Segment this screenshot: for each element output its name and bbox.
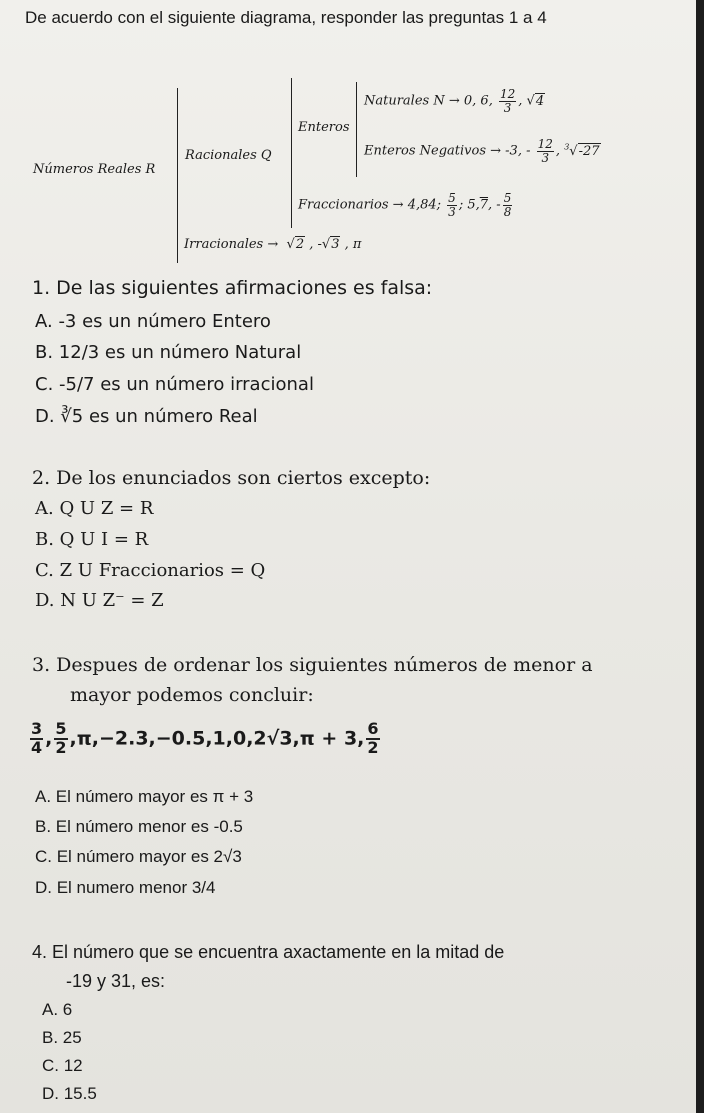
q3-option-b[interactable]: B. El número menor es -0.5 <box>35 817 243 836</box>
row-negativos: Enteros Negativos → -3, - $\frac{12}{3}$ , $^3$√-27 <box>364 137 600 165</box>
q1-option-d[interactable]: D. ∛5 es un número Real <box>35 406 258 427</box>
q2-option-b[interactable]: B. Q U I = R <box>35 529 149 550</box>
seq-middle-values: ,π,−2.3,−0.5,1,0,2√3,π + 3, <box>69 727 365 750</box>
cbrt-minus-27: -27 <box>578 143 600 159</box>
q3-option-a[interactable]: A. El número mayor es π + 3 <box>35 787 254 806</box>
q3-number-sequence: $\frac{3}{4}$ , $\frac{5}{2}$ ,π,−2.3,−0.5,1,0,2√3,π + 3, $\frac{6}{2}$ <box>31 719 379 757</box>
label-racionales: Racionales Q <box>185 148 272 163</box>
q3-title-line1: 3. Despues de ordenar los siguientes números de menor a <box>32 654 593 676</box>
label-reales: Números Reales R <box>33 162 156 177</box>
fraccionarios-examples: → 4,84; <box>392 197 442 213</box>
q4-option-a[interactable]: A. 6 <box>42 1000 73 1019</box>
row-naturales: Naturales N → 0, 6, $\frac{12}{3}$ , √4 <box>364 87 545 115</box>
fraction-5-3: $\frac{5}{3}$ <box>448 191 456 219</box>
q3-option-d[interactable]: D. El numero menor 3/4 <box>35 878 216 897</box>
seq-fraction-5-2: $\frac{5}{2}$ <box>55 719 67 757</box>
q2-option-c[interactable]: C. Z U Fraccionarios = Q <box>35 560 266 581</box>
bracket-enteros <box>356 82 357 177</box>
q4-title-line2: -19 y 31, es: <box>66 971 166 991</box>
naturales-examples: → 0, 6, <box>448 93 493 109</box>
row-fraccionarios: Fraccionarios → 4,84; $\frac{5}{3}$ ; 5,7, - $\frac{5}{8}$ <box>298 191 512 219</box>
q2-title: 2. De los enunciados son ciertos excepto: <box>32 467 431 489</box>
label-fraccionarios: Fraccionarios <box>298 197 389 213</box>
q2-option-a[interactable]: A. Q U Z = R <box>35 498 154 519</box>
seq-fraction-6-2: $\frac{6}{2}$ <box>367 719 379 757</box>
label-irracionales: Irracionales <box>184 237 264 252</box>
q3-option-c[interactable]: C. El número mayor es 2√3 <box>35 847 242 866</box>
q1-title: 1. De las siguientes afirmaciones es falsa: <box>32 277 433 299</box>
q3-title-line2: mayor podemos concluir: <box>70 684 314 706</box>
seq-fraction-3-4: $\frac{3}{4}$ <box>31 719 43 757</box>
q4-title-line1: 4. El número que se encuentra axactamente en la mitad de <box>32 942 505 962</box>
negativos-examples: → -3, - <box>490 143 531 159</box>
q4-option-c[interactable]: C. 12 <box>42 1056 83 1075</box>
label-naturales: Naturales N <box>364 93 445 109</box>
fraction-12-3-neg: $\frac{12}{3}$ <box>537 137 553 165</box>
row-irracionales: Irracionales → √2 , -√3 , π <box>184 237 362 252</box>
bracket-racionales <box>291 78 292 228</box>
header-instructions: De acuerdo con el siguiente diagrama, responder las preguntas 1 a 4 <box>25 8 547 27</box>
sqrt-2: 2 <box>295 237 305 252</box>
q1-option-a[interactable]: A. -3 es un número Entero <box>35 311 271 332</box>
page-edge <box>696 0 704 1113</box>
q4-option-b[interactable]: B. 25 <box>42 1028 82 1047</box>
q1-option-c[interactable]: C. -5/7 es un número irracional <box>35 374 314 395</box>
sqrt-4: 4 <box>535 93 545 109</box>
fraction-5-8: $\frac{5}{8}$ <box>503 191 512 219</box>
label-negativos: Enteros Negativos <box>364 143 486 159</box>
q2-option-d[interactable]: D. N U Z⁻ = Z <box>35 590 164 611</box>
irracionales-arrow: → <box>267 237 279 252</box>
q1-option-b[interactable]: B. 12/3 es un número Natural <box>35 342 302 363</box>
periodic-5-7: 5,7 <box>467 197 489 213</box>
sqrt-3: 3 <box>331 237 340 252</box>
bracket-reales <box>177 88 178 263</box>
q4-option-d[interactable]: D. 15.5 <box>42 1084 97 1103</box>
fraction-12-3: $\frac{12}{3}$ <box>499 87 516 115</box>
label-enteros: Enteros <box>298 120 350 135</box>
